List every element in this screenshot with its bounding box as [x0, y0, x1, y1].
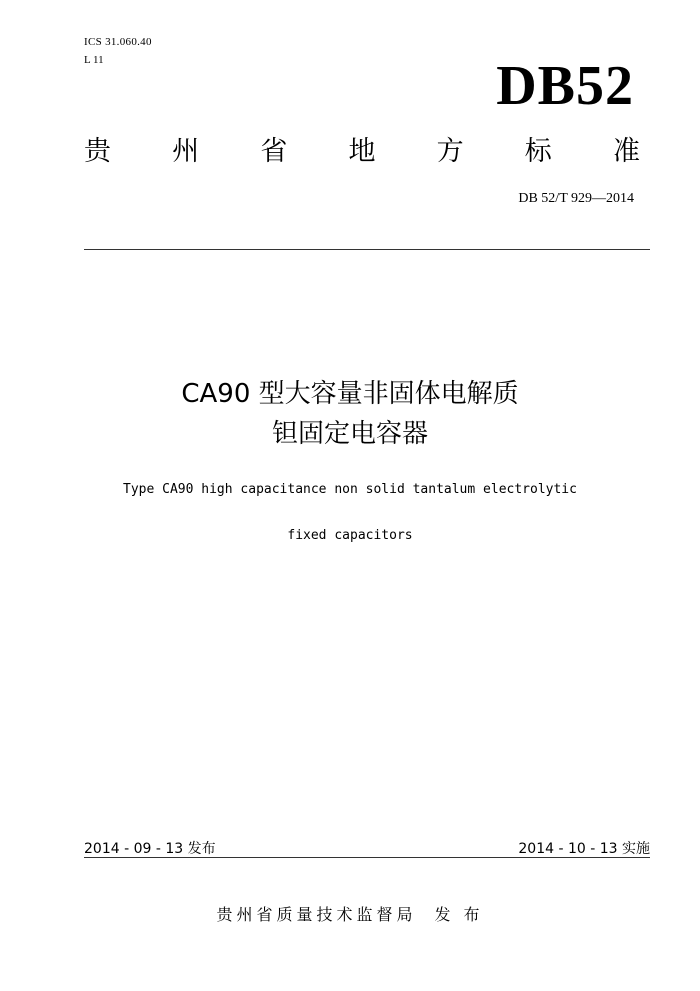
standard-type-char: 贵	[84, 136, 111, 167]
title-english-line-2: fixed capacitors	[287, 528, 413, 543]
issue-date: 2014 - 09 - 13 发布	[84, 841, 216, 857]
standard-type-heading	[84, 136, 640, 168]
standard-type-char: 州	[172, 136, 200, 167]
standard-type-char: 准	[612, 136, 640, 167]
standard-type-char: 省	[260, 136, 288, 167]
title-chinese-line-2: 钽固定电容器	[271, 419, 428, 449]
standard-type-char: 标	[524, 136, 552, 167]
ics-code: ICS 31.060.40	[84, 36, 152, 48]
publisher-line	[0, 902, 700, 925]
title-english-line-1: Type CA90 high capacitance non solid tantalum electrolytic	[123, 482, 577, 497]
standard-type-char: 方	[436, 136, 464, 167]
title-chinese-line-1: CA90 型大容量非固体电解质	[181, 379, 519, 409]
classification-code: L 11	[84, 54, 104, 66]
publisher-suffix: 发 布	[434, 905, 484, 924]
db-logo: DB52	[496, 55, 634, 117]
standard-number: DB 52/T 929—2014	[518, 191, 634, 206]
implementation-date: 2014 - 10 - 13 实施	[518, 841, 650, 857]
publisher-name: 贵州省质量技术监督局	[216, 905, 417, 924]
standard-type-char: 地	[348, 136, 376, 167]
top-divider	[84, 249, 650, 250]
bottom-divider	[84, 857, 650, 858]
